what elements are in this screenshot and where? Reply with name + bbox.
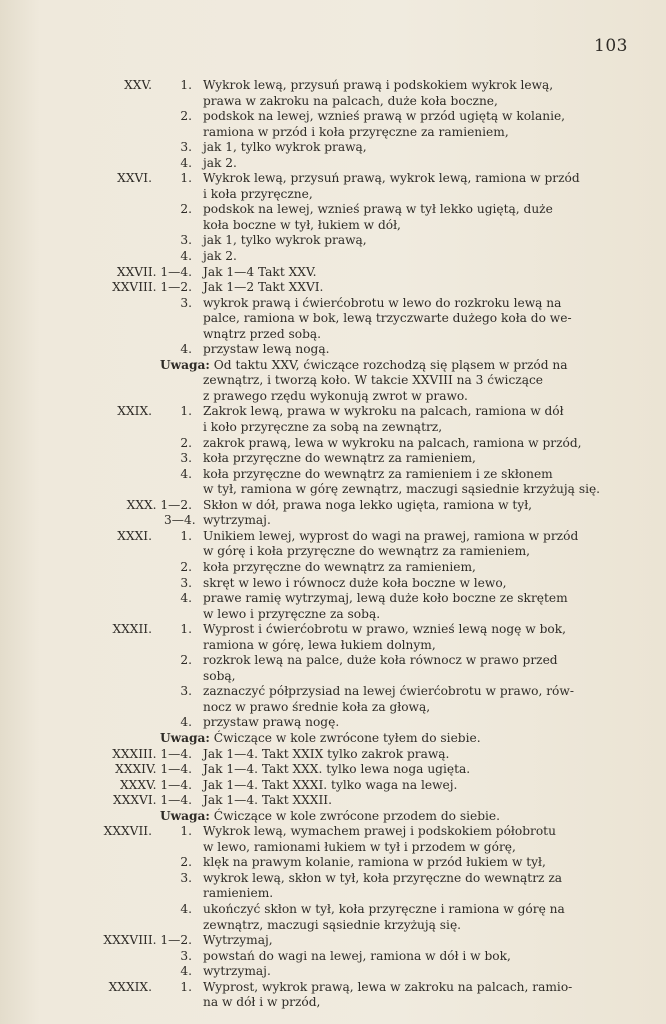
line-text: Zakrok lewą, prawa w wykroku na palcach, ramiona w dół	[203, 404, 564, 419]
line-text: wykrok lewą, skłon w tył, koła przyręczne do wewnątrz za	[203, 870, 563, 885]
text-line	[0, 171, 666, 187]
line-text: prawe ramię wytrzymaj, lewą duże koło boczne ze skrętem	[203, 591, 568, 606]
line-text: w lewo i przyręczne za sobą.	[203, 606, 381, 621]
takt-label: XXXIX.	[108, 979, 152, 994]
line-text: zaznaczyć półprzysiad na lewej ćwierćobrotu w prawo, rów-	[203, 684, 574, 699]
text-line	[0, 886, 666, 902]
text-line	[0, 560, 666, 576]
takt-label: XXXVIII. 1—2.	[103, 933, 192, 948]
line-text: ramiona w przód i koła przyręczne za ramieniem,	[203, 124, 509, 139]
page-number: 103	[594, 36, 628, 56]
line-text: Jak 1—4. Takt XXXI. tylko waga na lewej.	[203, 777, 458, 792]
step-number: 4.	[180, 591, 192, 606]
takt-label: XXXII.	[112, 622, 152, 637]
step-number: 2.	[180, 855, 192, 870]
line-text: w tył, ramiona w górę zewnątrz, maczugi sąsiednie krzyżują się.	[203, 482, 601, 497]
note-line	[160, 358, 568, 374]
step-number: 4.	[180, 715, 192, 730]
text-line	[0, 855, 666, 871]
text-line	[0, 902, 666, 918]
line-text: zewnątrz, i tworzą koło. W takcie XXVIII na 3 ćwiczące	[203, 373, 544, 388]
text-line	[0, 358, 666, 374]
line-text: koła boczne w tył, łukiem w dół,	[203, 217, 401, 232]
step-number: 2.	[180, 109, 192, 124]
line-text: zewnątrz, maczugi sąsiednie krzyżują się.	[203, 917, 462, 932]
step-number: 1.	[180, 824, 192, 839]
text-line	[0, 529, 666, 545]
text-line	[0, 373, 666, 389]
note-label: Uwaga:	[160, 808, 210, 823]
note-text: Od taktu XXV, ćwiczące rozchodzą się pląsem w przód na	[209, 357, 568, 372]
text-line	[0, 700, 666, 716]
text-line	[0, 591, 666, 607]
text-line	[0, 747, 666, 763]
text-line	[0, 498, 666, 514]
takt-label: XXXI.	[117, 528, 152, 543]
note-label: Uwaga:	[160, 730, 210, 745]
step-number: 1.	[180, 78, 192, 92]
line-text: przystaw lewą nogą.	[203, 342, 330, 357]
step-number: 3.	[180, 948, 192, 963]
takt-label: XXXV. 1—4.	[119, 777, 192, 792]
text-line	[0, 109, 666, 125]
step-number: 2.	[180, 202, 192, 217]
text-line	[0, 669, 666, 685]
step-number: 2.	[180, 653, 192, 668]
text-line	[0, 482, 666, 498]
step-number: 4.	[180, 249, 192, 264]
line-text: jak 1, tylko wykrok prawą,	[203, 233, 367, 248]
text-line	[0, 824, 666, 840]
takt-label: XXXVII.	[103, 824, 152, 839]
step-number: 2.	[180, 435, 192, 450]
text-line	[0, 638, 666, 654]
step-number: 3—4.	[164, 513, 196, 528]
text-line	[0, 451, 666, 467]
line-text: wykrok prawą i ćwierćobrotu w lewo do rozkroku lewą na	[203, 295, 562, 310]
text-line	[0, 467, 666, 483]
line-text: Skłon w dół, prawa noga lekko ugięta, ramiona w tył,	[203, 497, 533, 512]
text-line	[0, 233, 666, 249]
line-text: podskok na lewej, wznieś prawą w tył lekko ugiętą, duże	[203, 202, 553, 217]
line-text: wnątrz przed sobą.	[203, 326, 322, 341]
text-line	[0, 933, 666, 949]
text-line	[0, 918, 666, 934]
takt-label: XXV.	[124, 78, 152, 92]
line-text: ramieniem.	[203, 886, 274, 901]
text-line	[0, 327, 666, 343]
line-text: palce, ramiona w bok, lewą trzyczwarte dużego koła do we-	[203, 311, 572, 326]
line-text: Wykrok lewą, wymachem prawej i podskokiem półobrotu	[203, 824, 556, 839]
line-text: wytrzymaj.	[203, 513, 271, 528]
line-text: jak 1, tylko wykrok prawą,	[203, 140, 367, 155]
note-line	[160, 731, 481, 747]
line-text: Jak 1—4. Takt XXX. tylko lewa noga ugięta.	[203, 762, 471, 777]
takt-label: XXIX.	[117, 404, 152, 419]
step-number: 4.	[180, 466, 192, 481]
line-text: Wytrzymaj,	[203, 933, 273, 948]
step-number: 1.	[180, 528, 192, 543]
takt-label: XXVI.	[117, 171, 152, 186]
line-text: Jak 1—2 Takt XXVI.	[203, 280, 324, 295]
text-line	[0, 311, 666, 327]
text-line	[0, 218, 666, 234]
line-text: z prawego rzędu wykonują zwrot w prawo.	[203, 388, 468, 403]
text-line	[0, 513, 666, 529]
text-line	[0, 980, 666, 996]
text-line	[0, 778, 666, 794]
line-text: koła przyręczne do wewnątrz za ramieniem,	[203, 451, 476, 466]
line-text: powstań do wagi na lewej, ramiona w dół i w bok,	[203, 948, 511, 963]
text-line	[0, 544, 666, 560]
text-line	[0, 731, 666, 747]
text-line	[0, 762, 666, 778]
line-text: rozkrok lewą na palce, duże koła równocz w prawo przed	[203, 653, 558, 668]
step-number: 4.	[180, 155, 192, 170]
line-text: podskok na lewej, wznieś prawą w przód ugiętą w kolanie,	[203, 109, 566, 124]
line-text: zakrok prawą, lewa w wykroku na palcach, ramiona w przód,	[203, 435, 582, 450]
line-text: Wyprost, wykrok prawą, lewa w zakroku na palcach, ramio-	[203, 979, 573, 994]
takt-label: XXX. 1—2.	[126, 497, 192, 512]
step-number: 1.	[180, 171, 192, 186]
line-text: nocz w prawo średnie koła za głową,	[203, 699, 431, 714]
text-line	[0, 622, 666, 638]
line-text: wytrzymaj.	[203, 964, 271, 979]
text-line	[0, 296, 666, 312]
line-text: Wykrok lewą, przysuń prawą i podskokiem wykrok lewą,	[203, 78, 554, 92]
step-number: 3.	[180, 295, 192, 310]
text-line	[0, 249, 666, 265]
text-line	[0, 404, 666, 420]
line-text: jak 2.	[203, 249, 237, 264]
text-line	[0, 436, 666, 452]
text-line	[0, 156, 666, 172]
step-number: 3.	[180, 233, 192, 248]
step-number: 3.	[180, 140, 192, 155]
text-line	[0, 995, 666, 1011]
line-text: w lewo, ramionami łukiem w tył i przodem w górę,	[203, 839, 516, 854]
step-number: 3.	[180, 684, 192, 699]
text-line	[0, 187, 666, 203]
text-line	[0, 140, 666, 156]
line-text: koła przyręczne do wewnątrz za ramieniem i ze skłonem	[203, 466, 553, 481]
takt-label: XXXIV. 1—4.	[115, 762, 192, 777]
line-text: Jak 1—4. Takt XXIX tylko zakrok prawą.	[203, 746, 450, 761]
line-text: jak 2.	[203, 155, 237, 170]
step-number: 4.	[180, 964, 192, 979]
line-text: Wykrok lewą, przysuń prawą, wykrok lewą, ramiona w przód	[203, 171, 580, 186]
line-text: na w dół i w przód,	[203, 995, 321, 1010]
line-text: Jak 1—4. Takt XXXII.	[203, 793, 332, 808]
text-line	[0, 793, 666, 809]
text-line	[0, 78, 666, 94]
step-number: 3.	[180, 451, 192, 466]
line-text: w górę i koła przyręczne do wewnątrz za ramieniem,	[203, 544, 531, 559]
line-text: ukończyć skłon w tył, koła przyręczne i ramiona w górę na	[203, 901, 565, 916]
line-text: sobą,	[203, 668, 236, 683]
text-line	[0, 607, 666, 623]
takt-label: XXXVI. 1—4.	[113, 793, 192, 808]
note-line	[160, 809, 500, 825]
text-line	[0, 265, 666, 281]
line-text: Wyprost i ćwierćobrotu w prawo, wznieś lewą nogę w bok,	[203, 622, 566, 637]
exercise-text	[0, 78, 666, 1011]
step-number: 4.	[180, 901, 192, 916]
text-line	[0, 342, 666, 358]
line-text: Jak 1—4 Takt XXV.	[203, 264, 317, 279]
takt-label: XXVIII. 1—2.	[112, 280, 192, 295]
line-text: skręt w lewo i równocz duże koła boczne w lewo,	[203, 575, 507, 590]
line-text: prawa w zakroku na palcach, duże koła boczne,	[203, 93, 498, 108]
text-line	[0, 871, 666, 887]
line-text: Unikiem lewej, wyprost do wagi na prawej, ramiona w przód	[203, 528, 579, 543]
step-number: 3.	[180, 870, 192, 885]
text-line	[0, 715, 666, 731]
note-label: Uwaga:	[160, 357, 210, 372]
text-line	[0, 125, 666, 141]
step-number: 1.	[180, 979, 192, 994]
line-text: przystaw prawą nogę.	[203, 715, 340, 730]
text-line	[0, 653, 666, 669]
note-text: Ćwiczące w kole zwrócone tyłem do siebie.	[209, 730, 481, 745]
note-text: Ćwiczące w kole zwrócone przodem do siebie.	[209, 808, 501, 823]
line-text: koła przyręczne do wewnątrz za ramieniem,	[203, 559, 476, 574]
text-line	[0, 202, 666, 218]
step-number: 2.	[180, 559, 192, 574]
text-line	[0, 420, 666, 436]
line-text: i koło przyręczne za sobą na zewnątrz,	[203, 420, 443, 435]
takt-label: XXXIII. 1—4.	[112, 746, 192, 761]
step-number: 4.	[180, 342, 192, 357]
text-line	[0, 949, 666, 965]
text-line	[0, 94, 666, 110]
text-line	[0, 964, 666, 980]
step-number: 1.	[180, 404, 192, 419]
text-line	[0, 809, 666, 825]
text-line	[0, 576, 666, 592]
line-text: klęk na prawym kolanie, ramiona w przód łukiem w tył,	[203, 855, 546, 870]
text-line	[0, 389, 666, 405]
text-line	[0, 280, 666, 296]
step-number: 3.	[180, 575, 192, 590]
takt-label: XXVII. 1—4.	[116, 264, 192, 279]
text-line	[0, 684, 666, 700]
step-number: 1.	[180, 622, 192, 637]
line-text: i koła przyręczne,	[203, 186, 313, 201]
line-text: ramiona w górę, lewa łukiem dolnym,	[203, 637, 436, 652]
text-line	[0, 840, 666, 856]
